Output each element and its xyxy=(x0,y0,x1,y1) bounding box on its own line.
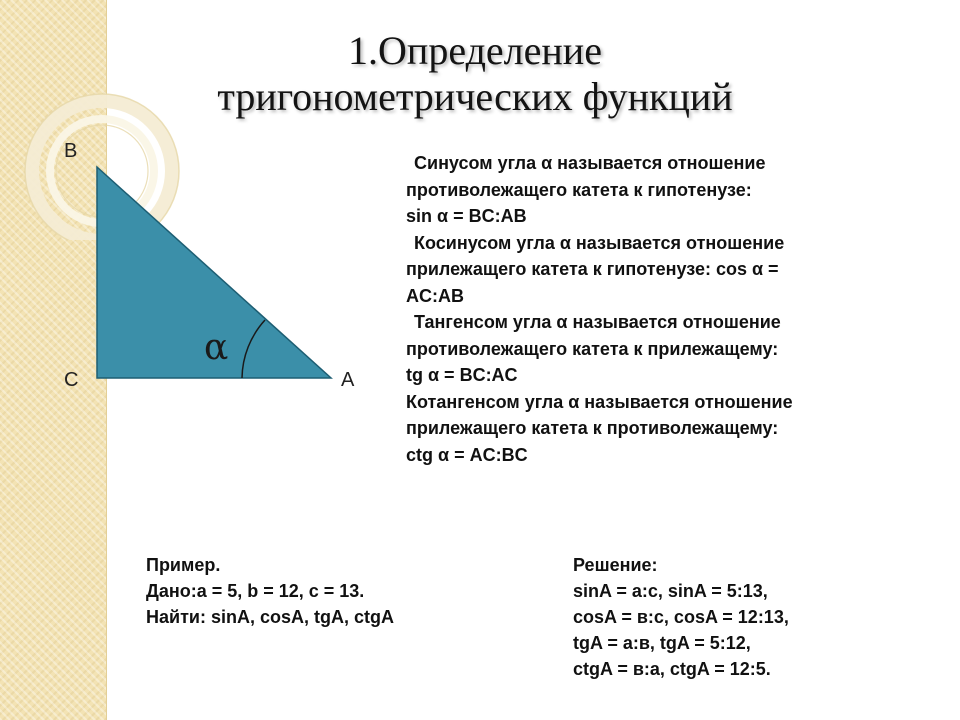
vertex-label-b: B xyxy=(64,140,78,162)
sine-formula: sin α = BC:AB xyxy=(406,206,527,226)
solution-line-1: sinA = a:c, sinA = 5:13, xyxy=(573,581,768,601)
cotangent-definition-line-2: прилежащего катета к противолежащему: xyxy=(406,418,779,438)
cotangent-formula: ctg α = AC:BC xyxy=(406,444,528,465)
example-given: Дано:a = 5, b = 12, c = 13. xyxy=(146,581,365,601)
tangent-definition-line-2: противолежащего катета к прилежащему: xyxy=(406,338,779,359)
solution-line-3: tgA = a:в, tgA = 5:12, xyxy=(573,633,751,653)
tangent-definition-line-1: Тангенсом угла α называется отношение xyxy=(414,312,781,332)
example-block xyxy=(146,552,546,630)
solution-block xyxy=(573,552,953,682)
solution-line-4: ctgA = в:a, ctgA = 12:5. xyxy=(573,659,771,679)
page-title-line-1: 1.Определение xyxy=(348,28,602,73)
sine-definition-line-1: Синусом угла α называется отношение xyxy=(414,153,766,173)
sine-definition-line-2: противолежащего катета к гипотенузе: xyxy=(406,179,752,200)
angle-alpha-label: α xyxy=(204,327,229,368)
vertex-label-a: A xyxy=(341,369,355,391)
solution-line-2: cosA = в:c, cosA = 12:13, xyxy=(573,607,789,627)
cosine-definition-line-2: прилежащего катета к гипотенузе: cos α = xyxy=(406,259,779,279)
definitions-block xyxy=(406,150,946,468)
vertex-label-c: C xyxy=(64,369,79,391)
example-find: Найти: sinA, cosA, tgA, ctgA xyxy=(146,607,394,627)
page-title-line-2: тригонометрических функций xyxy=(217,74,733,119)
cosine-formula: AC:AB xyxy=(406,285,464,306)
example-heading: Пример. xyxy=(146,555,221,575)
cosine-definition-line-1: Косинусом угла α называется отношение xyxy=(414,232,785,253)
cotangent-definition-line-1: Котангенсом угла α называется отношение xyxy=(406,391,793,412)
solution-heading: Решение: xyxy=(573,555,658,575)
tangent-formula: tg α = BC:AC xyxy=(406,365,518,385)
